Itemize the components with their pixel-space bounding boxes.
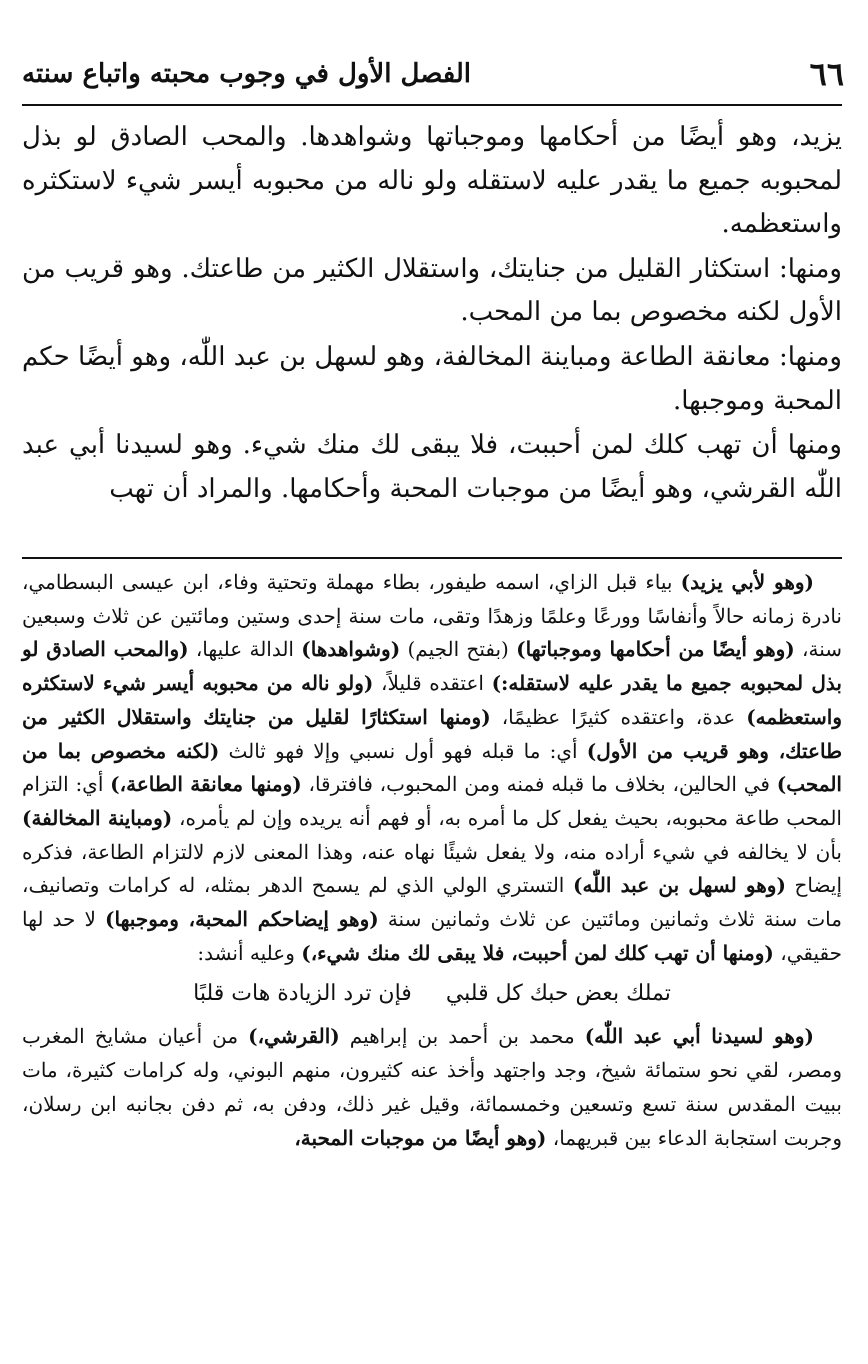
- commentary-text: وعليه أنشد:: [197, 940, 302, 965]
- quoted-matn: (ومنها أن تهب كلك لمن أحببت، فلا يبقى لك منك شيء،): [301, 940, 774, 965]
- quoted-matn: (والمحب الصادق لو بذل لمحبوبه جميع ما يقدر عليه لاستقله:): [22, 637, 842, 696]
- commentary-text: التستري الولي الذي لم يسمح الدهر بمثله، له كرامات وتصانيف، مات سنة ثلاث وثمانين ومائتين عن ثلاث وثمانين سنة: [22, 873, 842, 932]
- header-rule: [22, 104, 842, 106]
- verse-hemistich: تملك بعض حبك كل قلبي: [445, 981, 671, 1007]
- commentary-text: اعتقده قليلاً،: [373, 671, 492, 696]
- verse-hemistich: فإن ترد الزيادة هات قلبًا: [193, 981, 412, 1007]
- quoted-matn: (وهو أيضًا من موجبات المحبة،: [294, 1125, 547, 1150]
- commentary-text: الدالة عليها،: [188, 637, 302, 662]
- quoted-matn: (وهو إيضاحكم المحبة، وموجبها): [105, 907, 379, 932]
- commentary-text: أي: ما قبله فهو أول نسبي وإلا فهو ثالث: [219, 738, 587, 763]
- commentary-text: في الحالين، بخلاف ما قبله فمنه ومن المحبوب، فافترقا،: [301, 772, 777, 797]
- commentary-text: من أعيان مشايخ المغرب ومصر، لقي نحو ستمائة شيخ، وجد واجتهد وأخذ عنه كثيرون، منهم البوني، وله كرامات كثيرة، مات ببيت المقدس سنة تسع وتسعين وخمسمائة، وقيل غير ذلك، ودفن به، ثم دفن بجانبه ابن رسلان، وجربت استجابة الدعاء بين قبريهما،: [22, 1024, 842, 1150]
- quoted-matn: (ولو ناله من محبوبه أيسر شيء لاستكثره واستعظمه): [22, 671, 842, 729]
- quoted-matn: (لكنه مخصوص بما من المحب): [22, 738, 842, 797]
- commentary-text: بياء قبل الزاي، اسمه طيفور، بطاء مهملة وتحتية وفاء، ابن عيسى البسطامي، نادرة زمانه حالاً وأنفاسًا وورعًا وعلمًا وزهدًا وتقى، مات سنة إحدى وستين ومائتين عن ثلاث وسبعين سنة،: [22, 570, 843, 662]
- quoted-matn: (ومباينة المخالفة): [22, 805, 173, 830]
- main-paragraph: ومنها: معانقة الطاعة ومباينة المخالفة، وهو لسهل بن عبد اللّٰه، وهو أيضًا حكم المحبة وموجبها.: [22, 341, 842, 416]
- main-paragraph: ومنها: استكثار القليل من جنايتك، واستقلال الكثير من طاعتك. وهو قريب من الأول لكنه مخصوص بما من المحب.: [22, 253, 842, 328]
- commentary-text: عدة، واعتقده كثيرًا عظيمًا،: [490, 704, 747, 729]
- main-paragraph: يزيد، وهو أيضًا من أحكامها وموجباتها وشواهدها. والمحب الصادق لو بذل لمحبوبه جميع ما يقدر عليه لاستقله ولو ناله من محبوبه أيسر شيء لاستكثره واستعظمه.: [22, 122, 842, 240]
- commentary-text: بأن لا يخالفه في شيء أراده منه، ولا يفعل شيئًا نهاه عنه، وهذا المعنى لازم لالتزام الطاعة، فذكره إيضاح: [22, 839, 842, 898]
- footnote-rule: [22, 557, 842, 559]
- commentary-text: لا حد لها حقيقي،: [22, 907, 842, 965]
- commentary-paragraph: [22, 1020, 842, 1155]
- commentary-paragraph: [22, 566, 842, 970]
- quoted-matn: (وشواهدها): [301, 637, 401, 662]
- quoted-matn: (وهو لسيدنا أبي عبد اللّٰه): [584, 1024, 814, 1049]
- quoted-matn: (ومنها معانقة الطاعة،): [110, 772, 302, 797]
- page-number: ٦٦: [809, 55, 844, 93]
- quoted-matn: (وهو لأبي يزيد): [680, 570, 814, 594]
- commentary: [22, 566, 842, 1155]
- quoted-matn: (وهو أيضًا من أحكامها وموجباتها): [516, 637, 795, 662]
- quoted-matn: (وهو لسهل بن عبد اللّٰه): [572, 873, 786, 898]
- quoted-matn: (القرشي،): [248, 1024, 340, 1049]
- commentary-text: أي: التزام المحب طاعة محبوبه، بحيث يفعل كل ما أمره به، أو فهم أنه يريده وإن لم يأمره،: [22, 772, 842, 830]
- main-paragraph: ومنها أن تهب كلك لمن أحببت، فلا يبقى لك منك شيء. وهو لسيدنا أبي عبد اللّٰه القرشي، وهو أيضًا من موجبات المحبة وأحكامها. والمراد أن تهب: [22, 430, 842, 504]
- quoted-matn: (ومنها استكثارًا لقليل من جنايتك واستقلال الكثير من طاعتك، وهو قريب من الأول): [22, 704, 842, 763]
- commentary-text: محمد بن أحمد بن إبراهيم: [339, 1024, 585, 1049]
- page-header: [22, 52, 844, 96]
- main-text: [22, 116, 842, 512]
- poetry-verse: [22, 972, 842, 1016]
- running-title: الفصل الأول في وجوب محبته واتباع سنته: [22, 59, 472, 89]
- commentary-text: (بفتح الجيم): [400, 637, 517, 662]
